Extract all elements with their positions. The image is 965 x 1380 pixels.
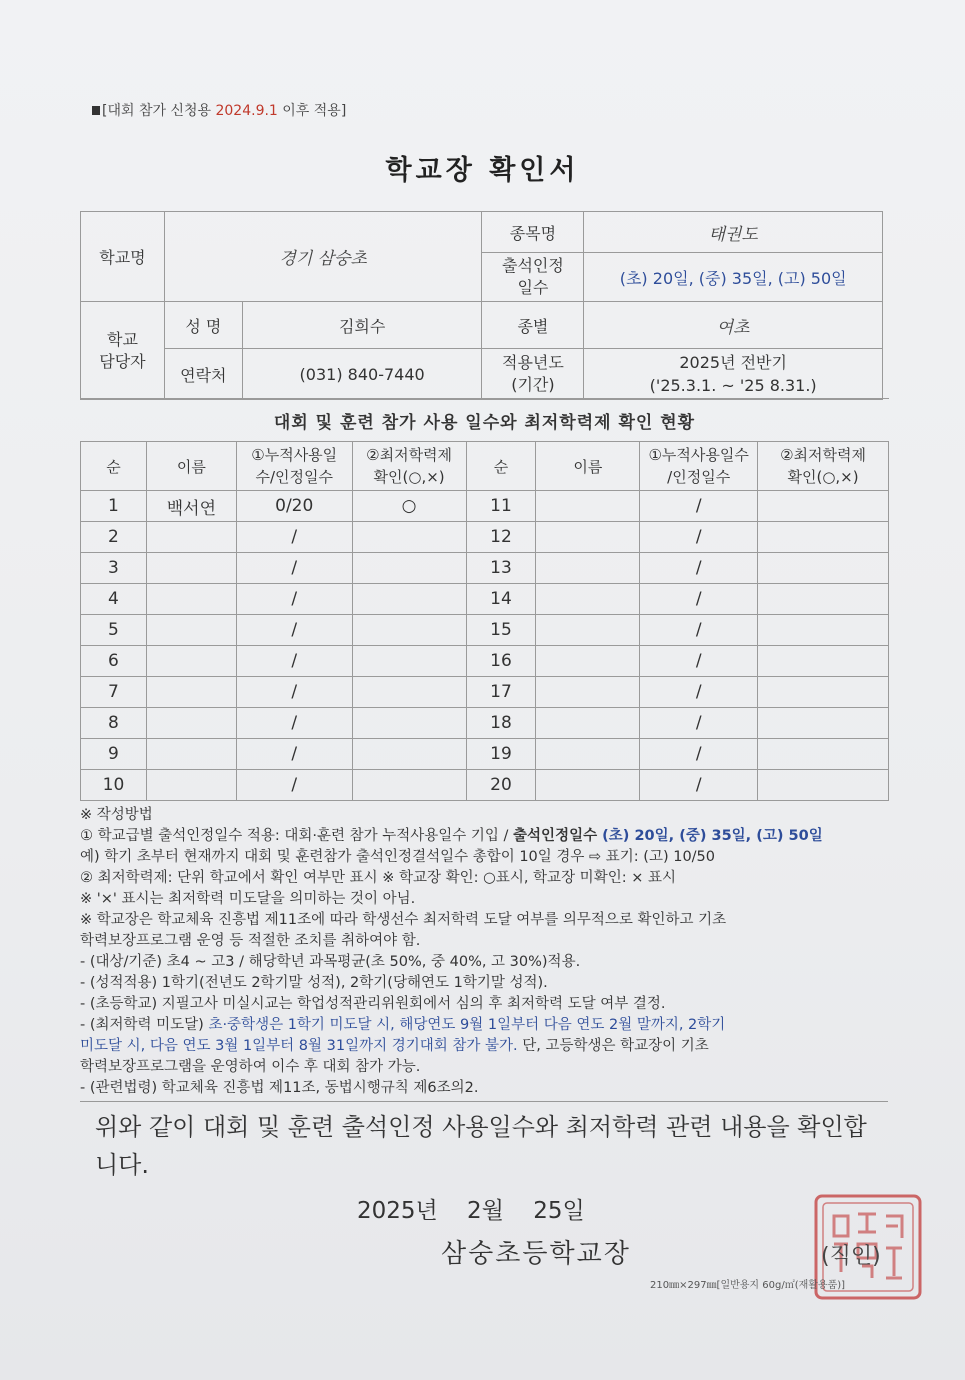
table-row (81, 770, 889, 801)
row-number: 1 (81, 491, 147, 522)
row-check-right (758, 739, 889, 770)
row-name (146, 646, 236, 677)
row-number: 8 (81, 708, 147, 739)
row-name (146, 522, 236, 553)
row-days-right: / (640, 553, 758, 584)
square-bullet-icon (92, 106, 100, 115)
col-check-line1: ②최저학력제 (366, 446, 453, 464)
note-suffix: 이후 적용] (277, 103, 347, 119)
year-label-line2: (기간) (511, 375, 555, 394)
row-number-right: 17 (466, 677, 536, 708)
note-prefix: [대회 참가 신청용 (102, 103, 216, 119)
document-title: 학교장 확인서 (385, 155, 580, 186)
row-number-right: 15 (466, 615, 536, 646)
row-name (146, 584, 236, 615)
row-days: / (236, 522, 352, 553)
row-days-right: / (640, 491, 758, 522)
attendance-days-label (482, 253, 584, 302)
row-name-right (536, 739, 640, 770)
note-3: ※ '×' 표시는 최저학력 미도달을 의미하는 것이 아님. (80, 891, 416, 907)
row-days-right: / (640, 522, 758, 553)
row-number-right: 16 (466, 646, 536, 677)
col-check-right-line2: 확인(○,×) (787, 468, 859, 486)
row-number: 6 (81, 646, 147, 677)
note-8-tail: 단, 고등학생은 학교장이 기초 (517, 1038, 709, 1054)
status-rows (81, 491, 889, 801)
col-days-line1: ①누적사용일 (251, 446, 338, 464)
year-label-line1: 적용년도 (501, 353, 564, 372)
row-number: 3 (81, 553, 147, 584)
confirmation-text: 위와 같이 대회 및 훈련 출석인정 사용일수와 최저학력 관련 내용을 확인합니다. (95, 1113, 867, 1179)
row-check-right (758, 491, 889, 522)
attendance-label-line2: 일수 (517, 278, 549, 297)
row-name-right (536, 770, 640, 801)
row-check-right (758, 553, 889, 584)
row-days: / (236, 677, 352, 708)
table-row (81, 739, 889, 770)
note-1-example: 예) 학기 초부터 현재까지 대회 및 훈련참가 출석인정결석일수 총합이 10일 경우 ⇨ 표기: (고) 10/50 (80, 849, 716, 865)
row-number-right: 14 (466, 584, 536, 615)
row-name: 백서연 (146, 491, 236, 522)
applicability-note (92, 100, 346, 120)
row-number: 2 (81, 522, 147, 553)
category-label: 종별 (482, 302, 584, 349)
name-label: 성 명 (164, 302, 242, 349)
row-check-right (758, 770, 889, 801)
row-days: / (236, 646, 352, 677)
confirmation-date: 2025년 2월 25일 (357, 1198, 585, 1224)
note-8c (80, 1036, 890, 1057)
name-value: 김희수 (242, 302, 482, 349)
row-check-right (758, 708, 889, 739)
col-check-header (352, 442, 466, 491)
note-9: - (관련법령) 학교체육 진흥법 제11조, 동법시행규칙 제6조의2. (80, 1080, 479, 1096)
row-check (352, 553, 466, 584)
seal-mark: (직인) (821, 1244, 881, 1269)
row-check (352, 770, 466, 801)
col-name-header-right: 이름 (536, 442, 640, 491)
row-days-right: / (640, 646, 758, 677)
row-days: / (236, 584, 352, 615)
row-name (146, 770, 236, 801)
year-value-line1: 2025년 전반기 (679, 353, 787, 372)
attendance-days-value: (초) 20일, (중) 35일, (고) 50일 (584, 253, 883, 302)
row-number: 5 (81, 615, 147, 646)
col-check-line2: 확인(○,×) (373, 468, 445, 486)
col-name-header: 이름 (146, 442, 236, 491)
table-row (81, 522, 889, 553)
row-days-right: / (640, 708, 758, 739)
row-number-right: 18 (466, 708, 536, 739)
row-days: 0/20 (236, 491, 352, 522)
row-name (146, 708, 236, 739)
table-row (81, 491, 889, 522)
paper-spec-footer: 210㎜×297㎜[일반용지 60g/㎡(재활용품)] (650, 1280, 846, 1291)
note-8-blue-1: 초·중학생은 1학기 미도달 시, 해당연도 9월 1일부터 다음 연도 2월 말까지, 2학기 (208, 1017, 726, 1033)
table-row (81, 584, 889, 615)
col-days-header (236, 442, 352, 491)
sport-value: 태권도 (584, 212, 883, 253)
note-1 (80, 826, 890, 847)
row-number-right: 20 (466, 770, 536, 801)
row-number: 4 (81, 584, 147, 615)
year-value-line2: ('25.3.1. ~ '25 8.31.) (649, 376, 817, 395)
row-days: / (236, 708, 352, 739)
row-name-right (536, 708, 640, 739)
col-no-header: 순 (81, 442, 147, 491)
row-name-right (536, 491, 640, 522)
instructions-heading: ※ 작성방법 (80, 807, 153, 823)
note-8e: 학력보장프로그램을 운영하여 이수 후 대회 참가 가능. (80, 1059, 421, 1075)
table-row (81, 677, 889, 708)
row-check: ○ (352, 491, 466, 522)
school-name-value: 경기 삼숭초 (164, 212, 482, 302)
row-days-right: / (640, 770, 758, 801)
note-2: ② 최저학력제: 단위 학교에서 확인 여부만 표시 ※ 학교장 확인: ○표시, 학교장 미확인: × 표시 (80, 870, 676, 886)
row-number-right: 12 (466, 522, 536, 553)
col-check-right-line1: ②최저학력제 (780, 446, 866, 464)
attendance-label-line1: 출석인정 (501, 256, 564, 275)
row-check (352, 522, 466, 553)
note-8a (80, 1015, 890, 1036)
row-name-right (536, 584, 640, 615)
row-check-right (758, 522, 889, 553)
category-value: 여초 (584, 302, 883, 349)
row-name-right (536, 615, 640, 646)
row-name (146, 615, 236, 646)
note-date: 2024.9.1 (215, 103, 278, 119)
col-days-line2: 수/인정일수 (255, 468, 333, 486)
row-number: 10 (81, 770, 147, 801)
row-days-right: / (640, 615, 758, 646)
note-6: - (성적적용) 1학기(전년도 2학기말 성적), 2학기(당해연도 1학기말 성적). (80, 975, 548, 991)
table-row (81, 615, 889, 646)
note-4a: ※ 학교장은 학교체육 진흥법 제11조에 따라 학생선수 최저학력 도달 여부를 의무적으로 확인하고 기초 (80, 912, 727, 928)
row-days: / (236, 770, 352, 801)
row-name (146, 677, 236, 708)
divider (80, 1101, 888, 1102)
status-section-title: 대회 및 훈련 참가 사용 일수와 최저학력제 확인 현황 (81, 399, 889, 442)
status-table (80, 398, 889, 801)
row-check (352, 584, 466, 615)
contact-label: 연락처 (164, 349, 242, 400)
note-8-blue-2: 미도달 시, 다음 연도 3월 1일부터 8월 31일까지 경기대회 참가 불가. (80, 1038, 518, 1054)
row-days-right: / (640, 739, 758, 770)
row-number-right: 13 (466, 553, 536, 584)
row-number: 9 (81, 739, 147, 770)
school-name-label: 학교명 (81, 212, 165, 302)
instructions-section (80, 805, 890, 1099)
row-name-right (536, 646, 640, 677)
row-days: / (236, 615, 352, 646)
col-days-right-line1: ①누적사용일수 (648, 446, 749, 464)
application-year-value (584, 349, 883, 400)
application-year-label (482, 349, 584, 400)
note-5: - (대상/기준) 초4 ~ 고3 / 해당학년 과목평균(초 50%, 중 40%, 고 30%)적용. (80, 954, 581, 970)
col-check-header-right (758, 442, 889, 491)
table-row (81, 553, 889, 584)
row-name-right (536, 522, 640, 553)
row-number-right: 19 (466, 739, 536, 770)
row-number-right: 11 (466, 491, 536, 522)
table-row (81, 708, 889, 739)
row-check-right (758, 615, 889, 646)
row-days: / (236, 739, 352, 770)
row-number: 7 (81, 677, 147, 708)
row-check (352, 708, 466, 739)
note-1-text: ① 학교급별 출석인정일수 적용: 대회·훈련 참가 누적사용일수 기입 / (80, 828, 514, 844)
manager-label-line1: 학교 (106, 329, 138, 349)
row-check (352, 677, 466, 708)
row-days-right: / (640, 584, 758, 615)
col-days-header-right (640, 442, 758, 491)
row-check (352, 646, 466, 677)
row-name (146, 553, 236, 584)
school-manager-label (81, 302, 165, 400)
sport-label: 종목명 (482, 212, 584, 253)
info-table (80, 211, 883, 400)
row-name (146, 739, 236, 770)
row-check (352, 739, 466, 770)
row-check (352, 615, 466, 646)
note-4b: 학력보장프로그램 운영 등 적절한 조치를 취하여야 함. (80, 933, 421, 949)
note-7: - (초등학교) 지필고사 미실시교는 학업성적관리위원회에서 심의 후 최저학력 도달 여부 결정. (80, 996, 666, 1012)
note-8-label: - (최저학력 미도달) (80, 1017, 209, 1033)
row-days: / (236, 553, 352, 584)
row-check-right (758, 646, 889, 677)
manager-label-line2: 담당자 (99, 351, 146, 371)
table-row (81, 646, 889, 677)
row-check-right (758, 584, 889, 615)
col-no-header-right: 순 (466, 442, 536, 491)
row-name-right (536, 677, 640, 708)
col-days-right-line2: /인정일수 (667, 468, 731, 486)
contact-value: (031) 840-7440 (242, 349, 482, 400)
row-days-right: / (640, 677, 758, 708)
row-name-right (536, 553, 640, 584)
principal-title: 삼숭초등학교장 (441, 1239, 631, 1269)
row-check-right (758, 677, 889, 708)
note-1-bold: 출석인정일수 (513, 828, 598, 844)
note-1-days: (초) 20일, (중) 35일, (고) 50일 (597, 828, 823, 844)
